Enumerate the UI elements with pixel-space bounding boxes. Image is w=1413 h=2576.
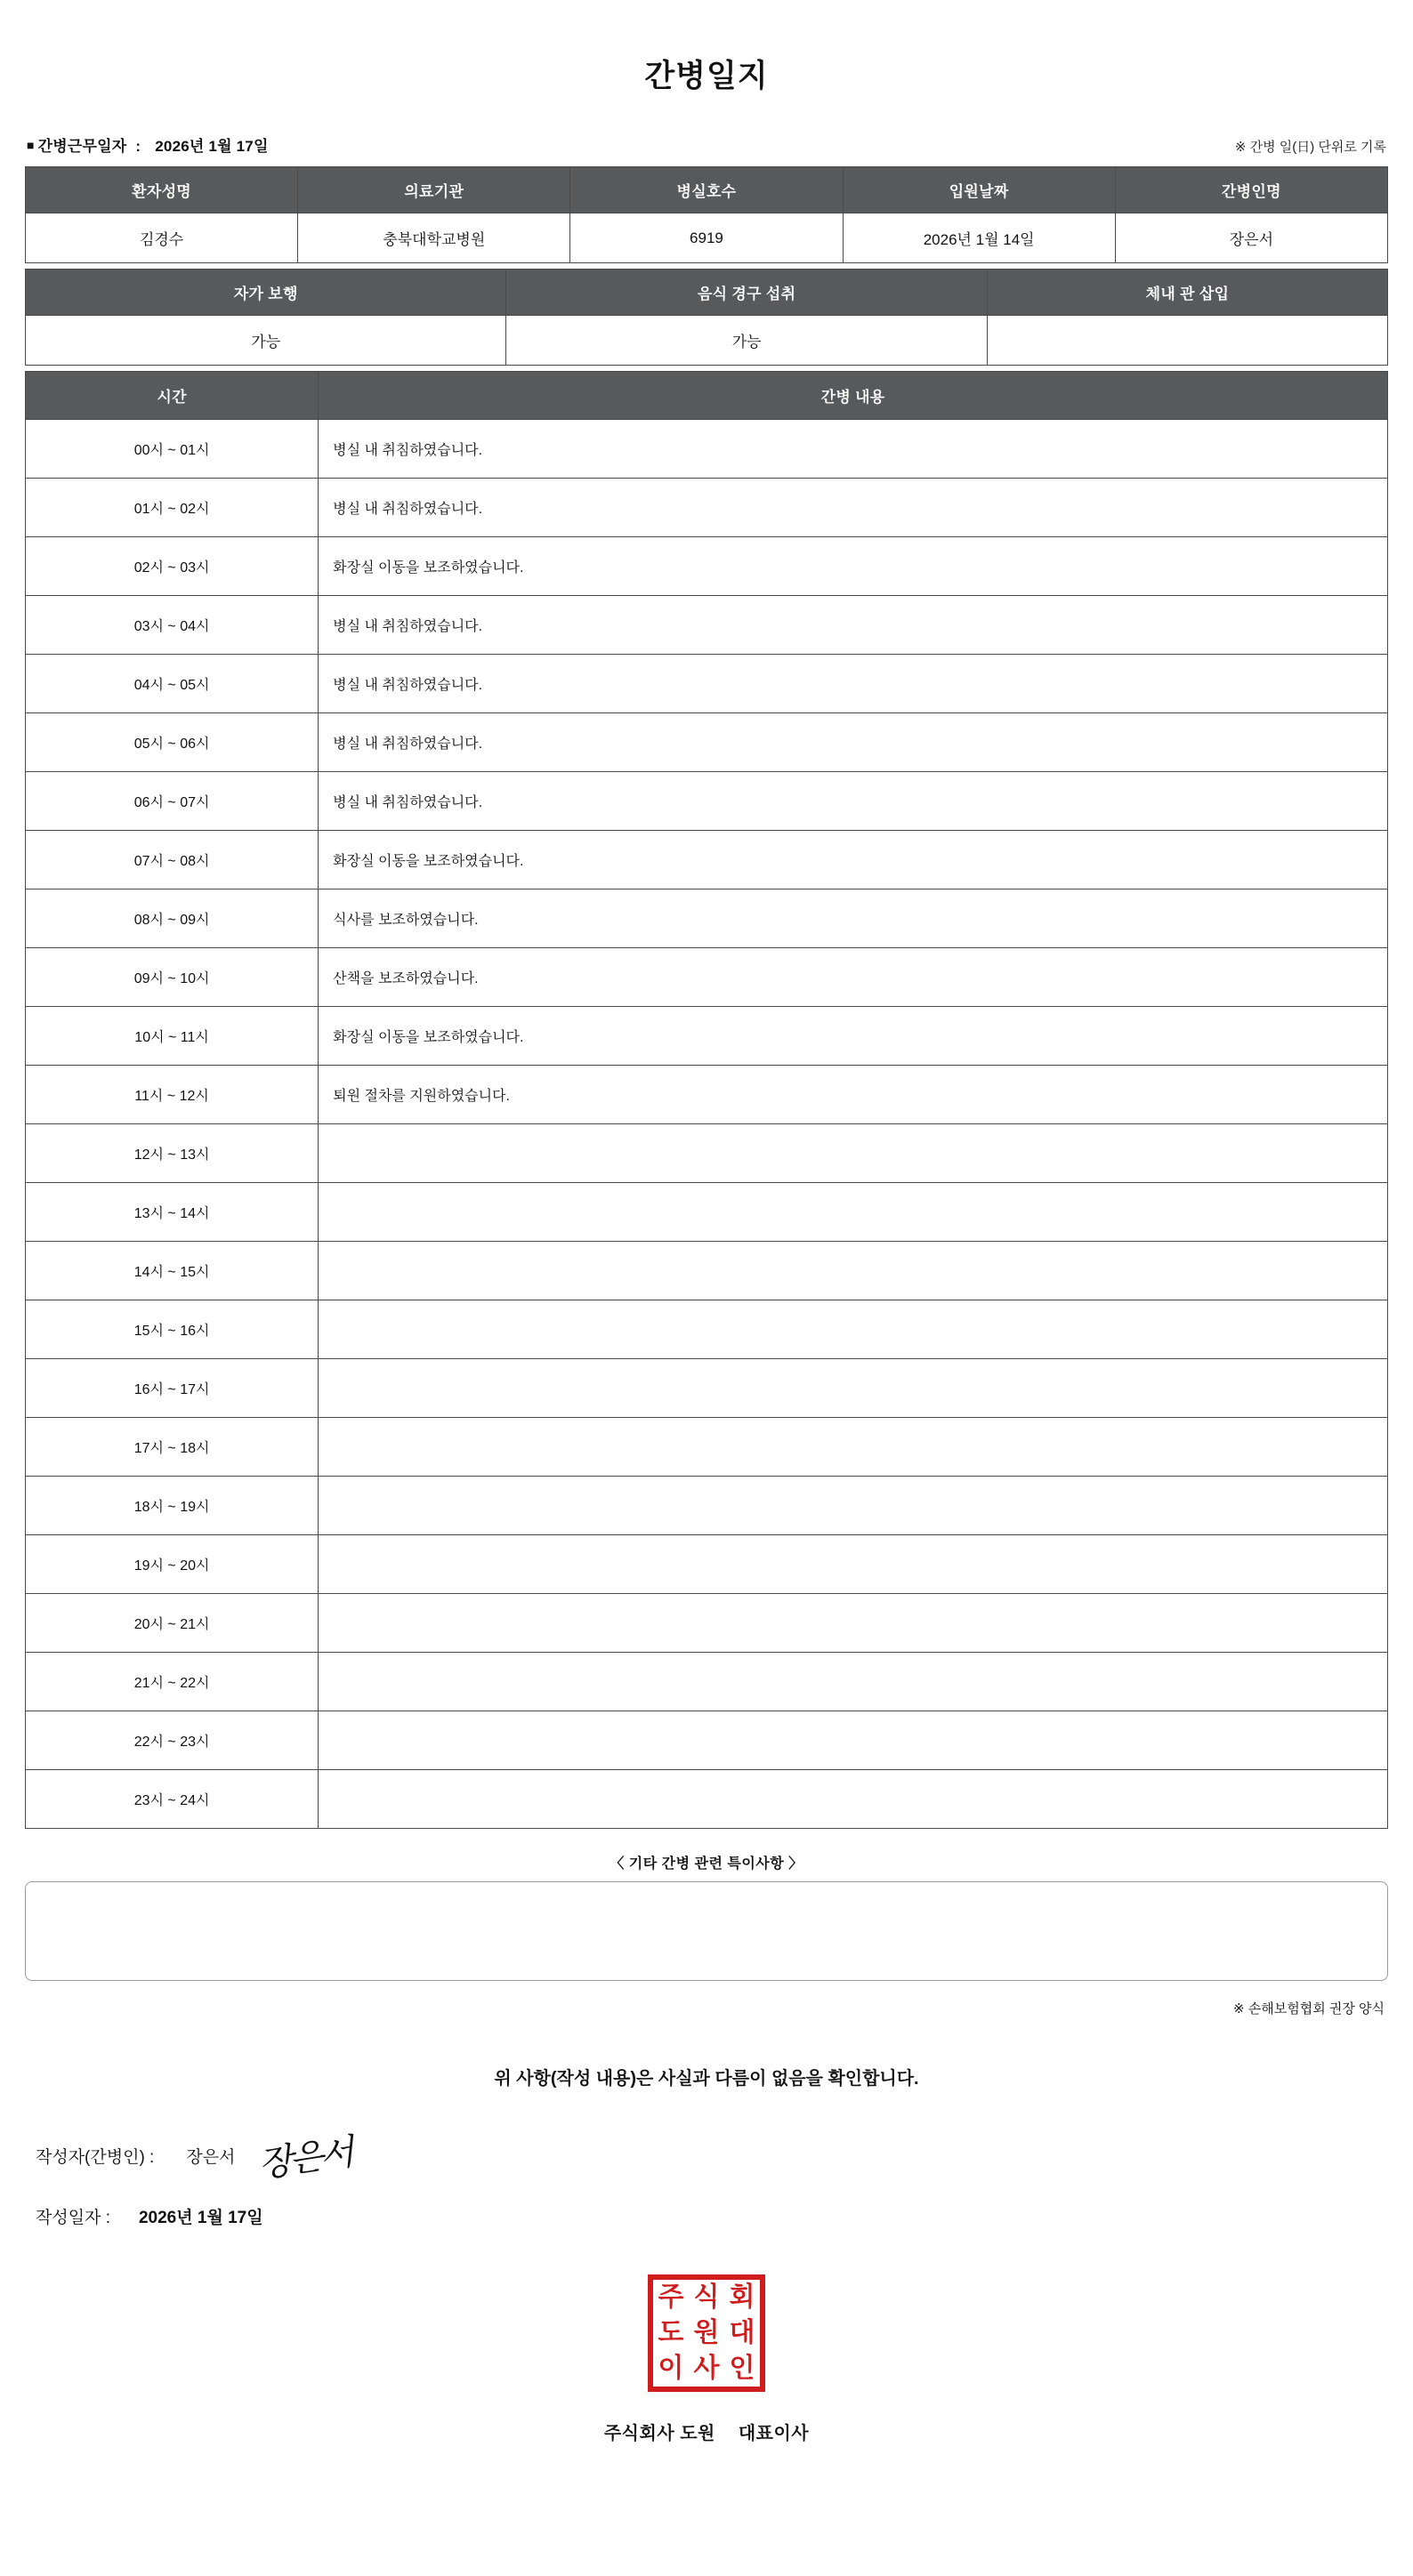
table-row — [26, 1535, 1388, 1594]
table-row-header — [26, 167, 1388, 213]
table-row — [26, 948, 1388, 1007]
care-time: 01시 ~ 02시 — [26, 479, 319, 537]
table-row — [26, 1124, 1388, 1183]
value-internal-tube — [987, 316, 1387, 366]
company-row — [25, 2392, 1388, 2498]
table-row — [26, 537, 1388, 596]
date-value: 2026년 1월 17일 — [138, 2209, 263, 2227]
care-time: 14시 ~ 15시 — [26, 1242, 319, 1300]
col-header-care-content: 간병 내용 — [319, 372, 1388, 420]
care-content[interactable]: 화장실 이동을 보조하였습니다. — [319, 831, 1388, 890]
care-time: 12시 ~ 13시 — [26, 1124, 319, 1183]
table-row — [26, 713, 1388, 772]
table-row — [26, 1653, 1388, 1711]
care-time: 16시 ~ 17시 — [26, 1359, 319, 1418]
care-content[interactable] — [319, 1653, 1388, 1711]
company-role: 대표이사 — [738, 2424, 810, 2443]
value-room-number: 6919 — [570, 213, 843, 263]
meta-row — [25, 105, 1388, 166]
care-content[interactable]: 병실 내 취침하였습니다. — [319, 772, 1388, 831]
table-row — [26, 772, 1388, 831]
care-content[interactable]: 병실 내 취침하였습니다. — [319, 420, 1388, 479]
table-row — [26, 1007, 1388, 1066]
work-date-block — [27, 133, 269, 156]
care-time: 10시 ~ 11시 — [26, 1007, 319, 1066]
value-self-walking: 가능 — [26, 316, 506, 366]
association-note: ※ 손해보험협회 권장 양식 — [1233, 2001, 1385, 2017]
table-row — [26, 890, 1388, 948]
unit-note: ※ 간병 일(日) 단위로 기록 — [1234, 140, 1386, 155]
table-row — [26, 1066, 1388, 1124]
care-content[interactable] — [319, 1359, 1388, 1418]
care-log-table — [25, 371, 1388, 1829]
care-content[interactable] — [319, 1418, 1388, 1477]
date-label: 작성일자 : — [36, 2209, 110, 2227]
table-row — [26, 1477, 1388, 1535]
stamp-char: 이 — [658, 2353, 684, 2384]
table-row — [26, 1300, 1388, 1359]
table-row — [26, 316, 1388, 366]
author-name: 장은서 — [186, 2148, 236, 2167]
company-seal-stamp — [648, 2274, 765, 2392]
handwritten-signature: 장은서 — [256, 2131, 354, 2186]
care-content[interactable]: 화장실 이동을 보조하였습니다. — [319, 1007, 1388, 1066]
work-date-colon: : — [135, 138, 141, 155]
table-row — [26, 596, 1388, 655]
care-content[interactable] — [319, 1300, 1388, 1359]
company-stamp-wrap — [25, 2235, 1388, 2392]
table-row — [26, 1418, 1388, 1477]
col-header-patient-name: 환자성명 — [26, 167, 298, 213]
col-header-room-number: 병실호수 — [570, 167, 843, 213]
col-header-self-walking: 자가 보행 — [26, 270, 506, 316]
status-table — [25, 269, 1388, 366]
care-content[interactable]: 병실 내 취침하였습니다. — [319, 655, 1388, 713]
confirmation-statement: 위 사항(작성 내용)은 사실과 다름이 없음을 확인합니다. — [494, 2069, 919, 2089]
care-content[interactable] — [319, 1535, 1388, 1594]
value-caregiver-name: 장은서 — [1115, 213, 1387, 263]
care-content[interactable] — [319, 1183, 1388, 1242]
care-time: 17시 ~ 18시 — [26, 1418, 319, 1477]
care-content[interactable] — [319, 1594, 1388, 1653]
care-time: 11시 ~ 12시 — [26, 1066, 319, 1124]
value-hospital: 충북대학교병원 — [298, 213, 570, 263]
col-header-hospital: 의료기관 — [298, 167, 570, 213]
col-header-oral-intake: 음식 경구 섭취 — [506, 270, 987, 316]
care-time: 21시 ~ 22시 — [26, 1653, 319, 1711]
patient-info-table — [25, 166, 1388, 263]
care-content[interactable]: 병실 내 취침하였습니다. — [319, 713, 1388, 772]
table-row-header — [26, 270, 1388, 316]
care-content[interactable] — [319, 1711, 1388, 1770]
care-content[interactable]: 식사를 보조하였습니다. — [319, 890, 1388, 948]
care-time: 20시 ~ 21시 — [26, 1594, 319, 1653]
work-date-label: 간병근무일자 — [37, 138, 127, 155]
table-row — [26, 1242, 1388, 1300]
care-time: 23시 ~ 24시 — [26, 1770, 319, 1829]
care-time: 18시 ~ 19시 — [26, 1477, 319, 1535]
care-content[interactable]: 퇴원 절차를 지원하였습니다. — [319, 1066, 1388, 1124]
table-row — [26, 1711, 1388, 1770]
table-row — [26, 213, 1388, 263]
work-date-value: 2026년 1월 17일 — [155, 138, 269, 155]
bullet-square-icon: ■ — [27, 138, 35, 152]
col-header-admission-date: 입원날짜 — [843, 167, 1115, 213]
care-time: 08시 ~ 09시 — [26, 890, 319, 948]
care-time: 02시 ~ 03시 — [26, 537, 319, 596]
care-time: 05시 ~ 06시 — [26, 713, 319, 772]
care-time: 06시 ~ 07시 — [26, 772, 319, 831]
page-title: 간병일지 — [644, 59, 769, 93]
care-time: 00시 ~ 01시 — [26, 420, 319, 479]
table-row — [26, 1770, 1388, 1829]
care-content[interactable]: 화장실 이동을 보조하였습니다. — [319, 537, 1388, 596]
care-content[interactable] — [319, 1242, 1388, 1300]
author-label: 작성자(간병인) : — [36, 2148, 155, 2167]
care-content[interactable] — [319, 1477, 1388, 1535]
stamp-char: 도 — [658, 2317, 684, 2348]
care-time: 13시 ~ 14시 — [26, 1183, 319, 1242]
care-time: 04시 ~ 05시 — [26, 655, 319, 713]
care-time: 07시 ~ 08시 — [26, 831, 319, 890]
care-time: 19시 ~ 20시 — [26, 1535, 319, 1594]
stamp-char: 식 — [693, 2282, 720, 2313]
care-time: 03시 ~ 04시 — [26, 596, 319, 655]
author-signature-row — [25, 2123, 1388, 2188]
care-content[interactable]: 병실 내 취침하였습니다. — [319, 479, 1388, 537]
table-row — [26, 1594, 1388, 1653]
table-row — [26, 1359, 1388, 1418]
notes-box[interactable] — [25, 1881, 1388, 1981]
stamp-char: 대 — [729, 2317, 755, 2348]
care-content[interactable] — [319, 1124, 1388, 1183]
table-row — [26, 1183, 1388, 1242]
table-row — [26, 420, 1388, 479]
care-time: 15시 ~ 16시 — [26, 1300, 319, 1359]
value-admission-date: 2026년 1월 14일 — [843, 213, 1115, 263]
col-header-internal-tube: 체내 관 삽입 — [987, 270, 1387, 316]
table-row — [26, 831, 1388, 890]
stamp-char: 사 — [693, 2353, 720, 2384]
col-header-time: 시간 — [26, 372, 319, 420]
care-time: 22시 ~ 23시 — [26, 1711, 319, 1770]
author-date-row — [25, 2188, 1388, 2235]
table-row — [26, 655, 1388, 713]
stamp-char: 인 — [729, 2353, 755, 2384]
care-time: 09시 ~ 10시 — [26, 948, 319, 1007]
care-content[interactable]: 산책을 보조하였습니다. — [319, 948, 1388, 1007]
value-oral-intake: 가능 — [506, 316, 987, 366]
company-name: 주식회사 도원 — [603, 2424, 715, 2443]
notes-title: 〈 기타 간병 관련 특이사항 〉 — [610, 1856, 803, 1872]
stamp-char: 주 — [658, 2282, 684, 2313]
care-content[interactable]: 병실 내 취침하였습니다. — [319, 596, 1388, 655]
stamp-char: 원 — [693, 2317, 720, 2348]
col-header-caregiver-name: 간병인명 — [1115, 167, 1387, 213]
table-row-header — [26, 372, 1388, 420]
stamp-char: 회 — [729, 2282, 755, 2313]
care-content[interactable] — [319, 1770, 1388, 1829]
table-row — [26, 479, 1388, 537]
value-patient-name: 김경수 — [26, 213, 298, 263]
